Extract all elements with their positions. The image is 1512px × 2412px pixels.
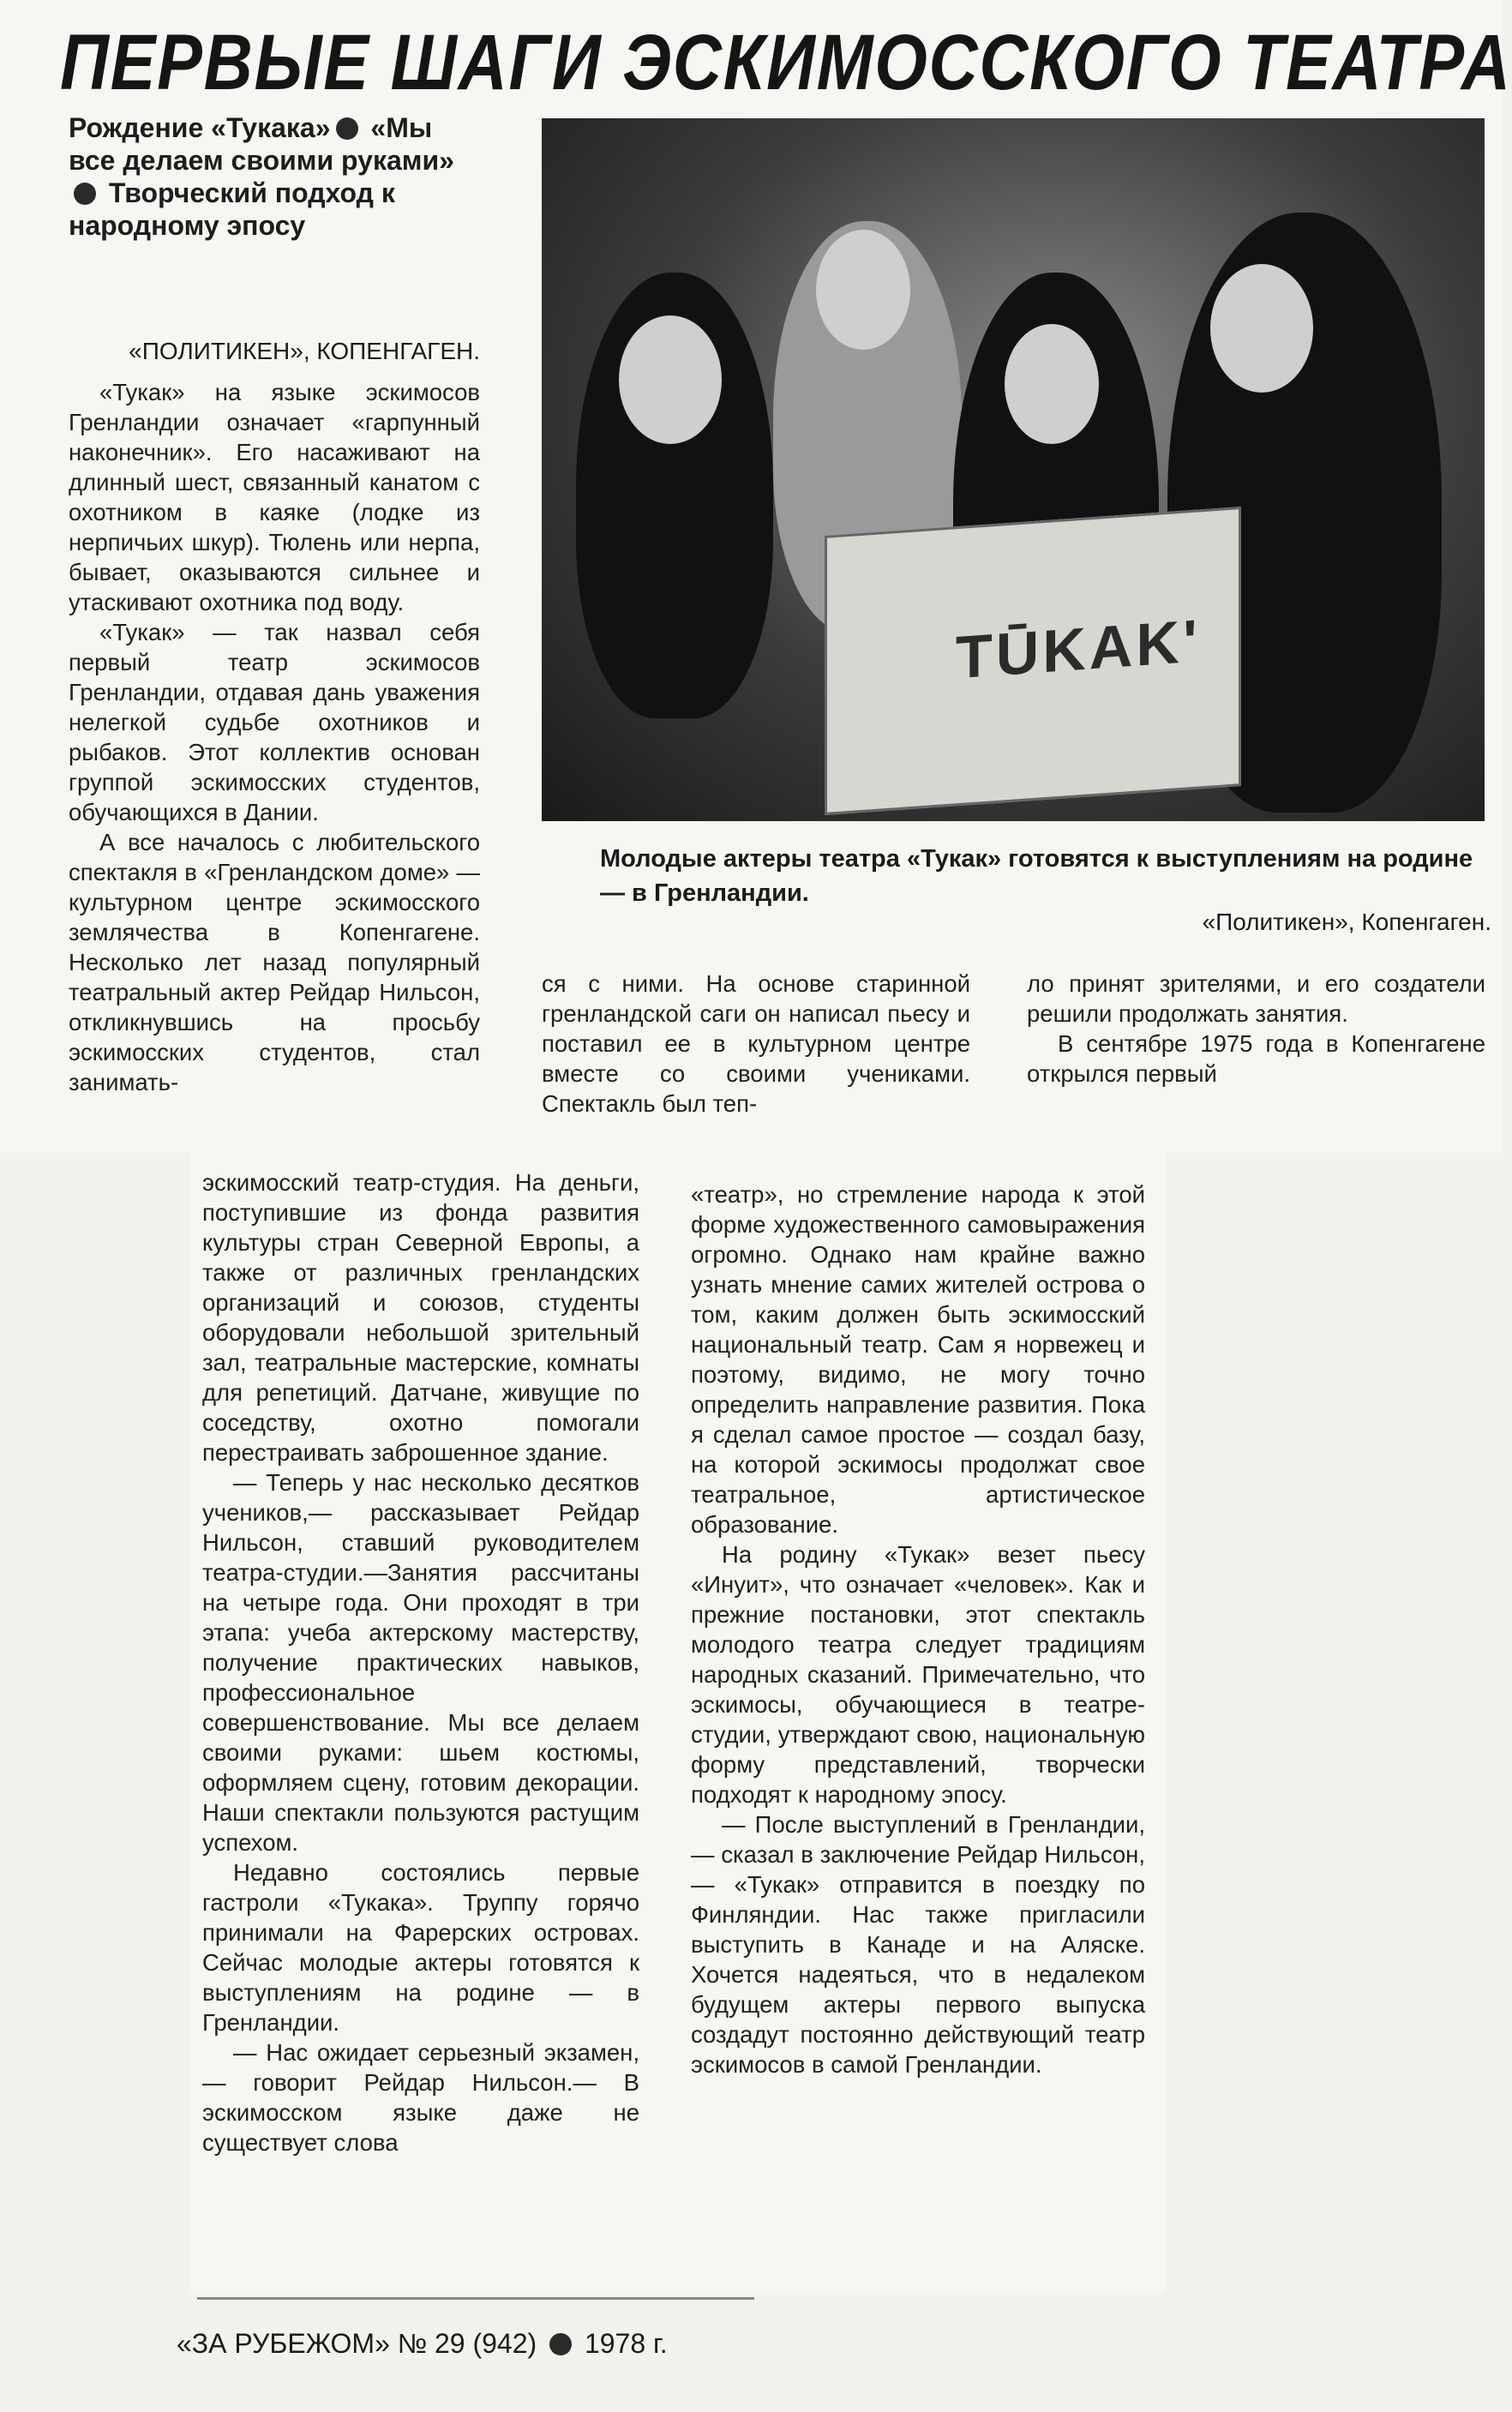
article-photo — [542, 118, 1485, 821]
paragraph: эскимосский театр-студия. На деньги, поступившие из фонда развития культуры стран Северной Европы, а также от различных гренландских организаций и союзов, студенты оборудовали небольшой зрительный зал, театральные мастерские, комнаты для репетиций. Датчане, живущие по соседству, охотно помогали перестраивать заброшенное здание. — [202, 1169, 639, 1466]
stage-crate — [825, 507, 1241, 815]
bullet-icon — [549, 2333, 572, 2355]
actor-face — [816, 230, 910, 350]
headline: ПЕРВЫЕ ШАГИ ЭСКИМОССКОГО ТЕАТРА — [60, 19, 1512, 106]
paragraph: ло принят зрителями, и его создатели решили продолжать занятия. — [1027, 970, 1485, 1027]
paragraph: — Теперь у нас несколько десятков учеников,— рассказывает Рейдар Нильсон, ставший руководителем театра-студии.—Занятия рассчитаны на четыре года. Они проходят в три этапа: учеба актерскому мастерству, получение практических навыков, профессиональное совершенствование. Мы все делаем своими руками: шьем костюмы, оформляем сцену, готовим декорации. Наши спектакли пользуются растущим успехом. — [202, 1469, 639, 1856]
lead-part-2: «Мы все делаем своими руками» — [69, 112, 454, 176]
publication-name: «ЗА РУБЕЖОМ» — [177, 2328, 390, 2359]
paragraph: «Тукак» — так назвал себя первый театр эскимосов Гренландии, отдавая дань уважения нелегкой судьбе охотников и рыбаков. Этот коллектив основан группой эскимосских студентов, обучающихся в Дании. — [69, 619, 480, 825]
actor-face — [619, 315, 722, 444]
paragraph: «Тукак» на языке эскимосов Гренландии означает «гарпунный наконечник». Его насаживают на длинный шест, связанный канатом с охотником в каяке (лодке из нерпичьих шкур). Тюлень или нерпа, бывает, оказываются сильнее и утаскивают охотника под воду. — [69, 379, 480, 615]
issue-number: № 29 (942) — [397, 2328, 537, 2359]
publication-footer — [177, 2325, 777, 2367]
bullet-icon — [336, 117, 358, 140]
paragraph: — После выступлений в Гренландии,— сказал в заключение Рейдар Нильсон,— «Тукак» отправится в поездку по Финляндии. Нас также пригласили выступить в Канаде и на Аляске. Хочется надеяться, что в недалеком будущем актеры первого выпуска создадут постоянно действующий театр эскимосов в самой Гренландии. — [691, 1811, 1145, 2078]
paragraph: ся с ними. На основе старинной гренландской саги он написал пьесу и поставил ее в культурном центре вместе со своими учениками. Спектакль был теп- — [542, 970, 970, 1117]
column-1 — [69, 377, 480, 1131]
actor-face — [1005, 324, 1099, 444]
crate-label: TŪKAK' — [956, 607, 1201, 692]
lead-part-1: Рождение «Тукака» — [69, 112, 331, 143]
bullet-icon — [74, 183, 96, 205]
paragraph: На родину «Тукак» везет пьесу «Инуит», что означает «человек». Как и прежние постановки, этот спектакль молодого театра следует традициям народных сказаний. Примечательно, что эскимосы, обучающиеся в театре-студии, утверждают свою, национальную форму представлений, творчески подходят к народному эпосу. — [691, 1541, 1145, 1808]
publication-year: 1978 г. — [584, 2328, 668, 2359]
footer-rule — [197, 2297, 754, 2300]
lead-part-3: Творческий подход к народному эпосу — [69, 177, 395, 241]
column-3 — [1027, 969, 1485, 1153]
column-4 — [202, 1167, 639, 2282]
actor-face — [1210, 264, 1313, 393]
paragraph: — Нас ожидает серьезный экзамен,— говорит Рейдар Нильсон.— В эскимосском языке даже не существует слова — [202, 2039, 639, 2156]
source-line: «ПОЛИТИКЕН», КОПЕНГАГЕН. — [129, 338, 480, 364]
lead-summary — [69, 111, 480, 309]
paragraph: «театр», но стремление народа к этой форме художественного самовыражения огромно. Однако нам крайне важно узнать мнение самих жителей острова о том, каким должен быть эскимосский национальный театр. Сам я норвежец и поэтому, видимо, не могу точно определить направление развития. Пока я сделал самое простое — создал базу, на которой эскимосы продолжат свое театральное, артистическое образование. — [691, 1181, 1145, 1538]
column-5 — [691, 1179, 1145, 2285]
paragraph: Недавно состоялись первые гастроли «Тукака». Труппу горячо принимали на Фарерских островах. Сейчас молодые актеры готовятся к выступлениям на родине — в Гренландии. — [202, 1859, 639, 2036]
photo-caption: Молодые актеры театра «Тукак» готовятся к выступлениям на родине — в Гренландии. — [600, 845, 1473, 907]
paragraph: В сентябре 1975 года в Копенгагене открылся первый — [1027, 1030, 1485, 1087]
paragraph: А все началось с любительского спектакля в «Гренландском доме» — культурном центре эскимосского землячества в Копенгагене. Несколько лет назад популярный театральный актер Рейдар Нильсон, откликнувшись на просьбу эскимосских студентов, стал занимать- — [69, 829, 480, 1095]
column-2 — [542, 969, 970, 1153]
photo-credit: «Политикен», Копенгаген. — [1202, 909, 1491, 935]
